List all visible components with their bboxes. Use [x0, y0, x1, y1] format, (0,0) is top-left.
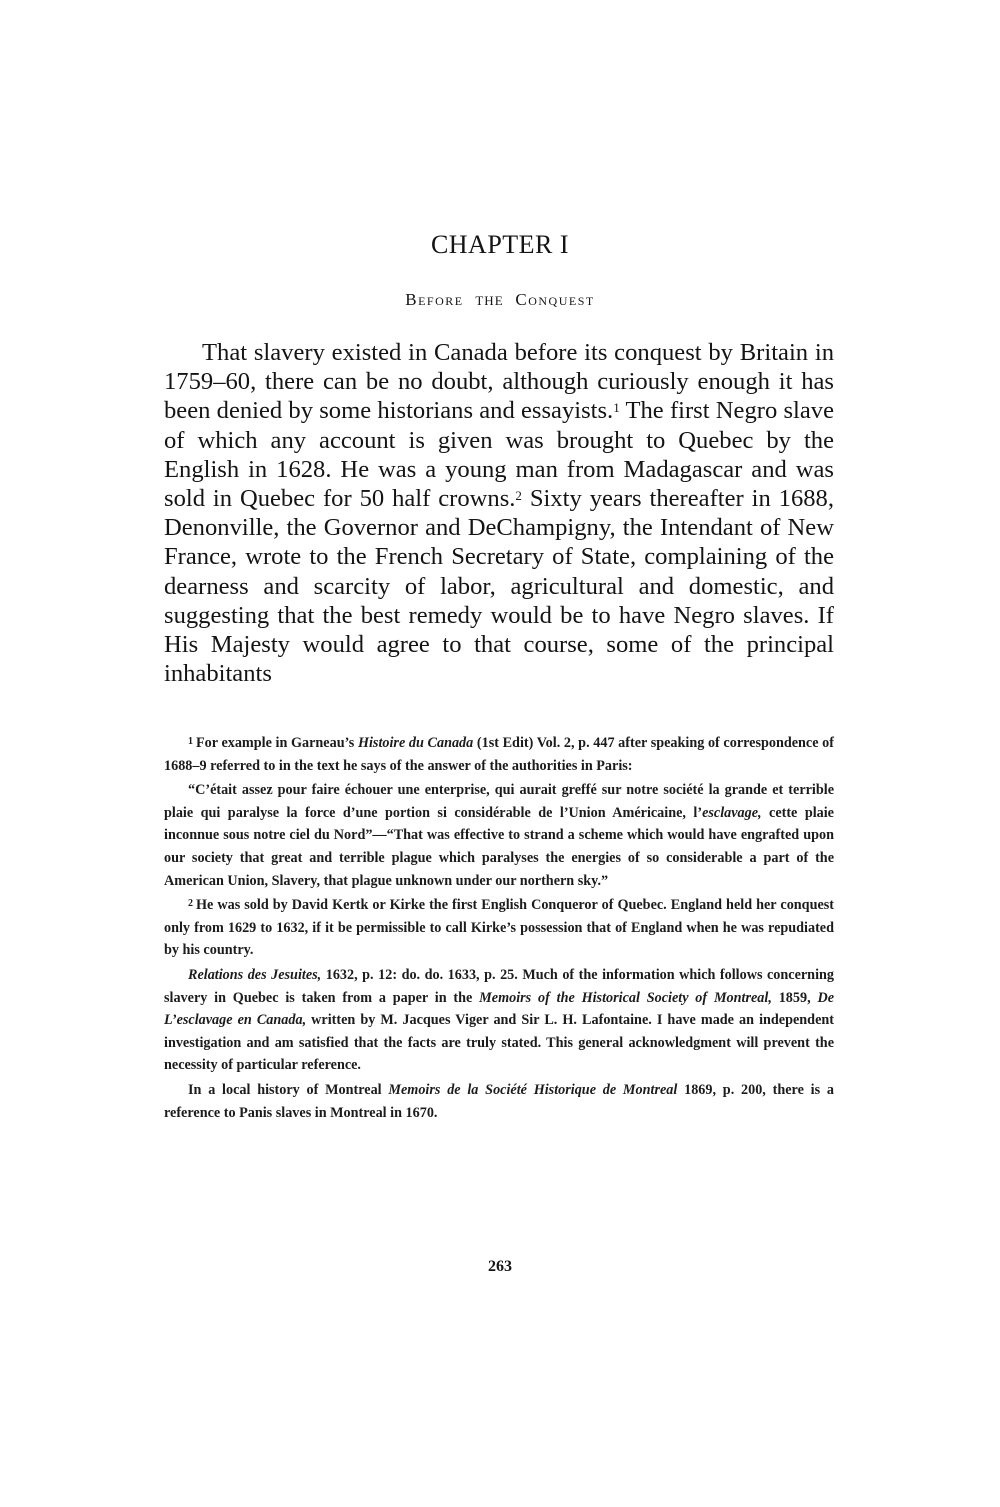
subtitle-word-conquest: Conquest [515, 290, 595, 309]
footnote-2-mark: 2 [188, 898, 193, 910]
relations-text-b: 1859, [771, 989, 818, 1006]
subtitle-word-before: Before [405, 290, 464, 309]
footnote-2 [164, 894, 834, 962]
chapter-subtitle [0, 290, 1000, 310]
footnote-ref-1: 1 [613, 400, 620, 416]
relations-memoirs-title: Memoirs of the Historical Society of Montreal, [479, 989, 772, 1006]
footnote-1-quote [164, 779, 834, 892]
paragraph [164, 338, 834, 688]
body-paragraph [164, 338, 834, 688]
local-history-title: Memoirs de la Société Historique de Montreal [388, 1081, 678, 1098]
page-number: 263 [488, 1258, 512, 1275]
footnote-1-text-a: For example in Garneau’s [196, 735, 358, 751]
footnote-ref-2: 2 [515, 488, 522, 504]
relations-paper-title: De L’esclavage en Canada, [164, 989, 834, 1029]
quote-text-a: “C’était assez pour faire échouer une enterprise, qui aurait greffé sur notre société la grande et terrible plaie qui paralyse la force d’une portion si considérable de l’Union Américaine, l’ [164, 782, 834, 821]
paragraph-start: That slavery existed in Canada before its conquest by Britain in 1759–60, there can be no doubt, although curiously enough it has been denied by some historians and essayists. [164, 339, 834, 425]
footnote-2-text: He was sold by David Kertk or Kirke the first English Conqueror of Quebec. England held her conquest only from 1629 to 1632, if it be permissible to call Kirke’s possession that of England when he was repudiated by his country. [164, 897, 834, 959]
local-text-b: 1869, p. 200, there is a reference to Panis slaves in Montreal in 1670. [164, 1081, 834, 1121]
chapter-title: CHAPTER I [430, 230, 570, 259]
footnote-local-history [164, 1079, 834, 1124]
footnote-relations [164, 964, 834, 1077]
relations-title: Relations des Jesuites, [188, 966, 322, 983]
quote-text-b: cette plaie inconnue sous notre ciel du Nord”—“That was effective to strand a scheme which would have engrafted upon our society that great and terrible plague which paralyses the energies of so considerable a part of the American Union, Slavery, that plague unknown under our northern sky.” [164, 804, 834, 889]
footnote-1 [164, 732, 834, 777]
footnote-1-mark: 1 [188, 736, 193, 747]
subtitle-word-the: THE [475, 293, 504, 308]
paragraph-end: Sixty years thereafter in 1688, Denonville, the Governor and DeChampigny, the Intendant of New France, wrote to the French Secretary of State, complaining of the dearness and scarcity of labor, agricultural and domestic, and suggesting that the best remedy would be to have Negro slaves. If His Majesty would agree to that course, some of the principal inhabitants [164, 485, 834, 688]
relations-text-a: 1632, p. 12: do. do. 1633, p. 25. Much of the information which follows concerning slavery in Quebec is taken from a paper in the [164, 966, 835, 1006]
footnote-1-title: Histoire du Canada [357, 735, 474, 751]
footnote-1-text-b: (1st Edit) Vol. 2, p. 447 after speaking of correspondence of 1688–9 referred to in the text he says of the answer of the authorities in Paris: [164, 735, 834, 774]
local-text-a: In a local history of Montreal [188, 1081, 389, 1098]
paragraph-mid: The first Negro slave of which any account is given was brought to Quebec by the English in 1628. He was a young man from Madagascar and was sold in Quebec for 50 half crowns. [164, 397, 834, 513]
footnotes [164, 732, 834, 1124]
relations-text-c: written by M. Jacques Viger and Sir L. H. Lafontaine. I have made an independent investigation and am satisfied that the facts are truly stated. This general acknowledgment will prevent the necessity of particular reference. [164, 1012, 834, 1074]
quote-italic: esclavage, [702, 804, 762, 821]
